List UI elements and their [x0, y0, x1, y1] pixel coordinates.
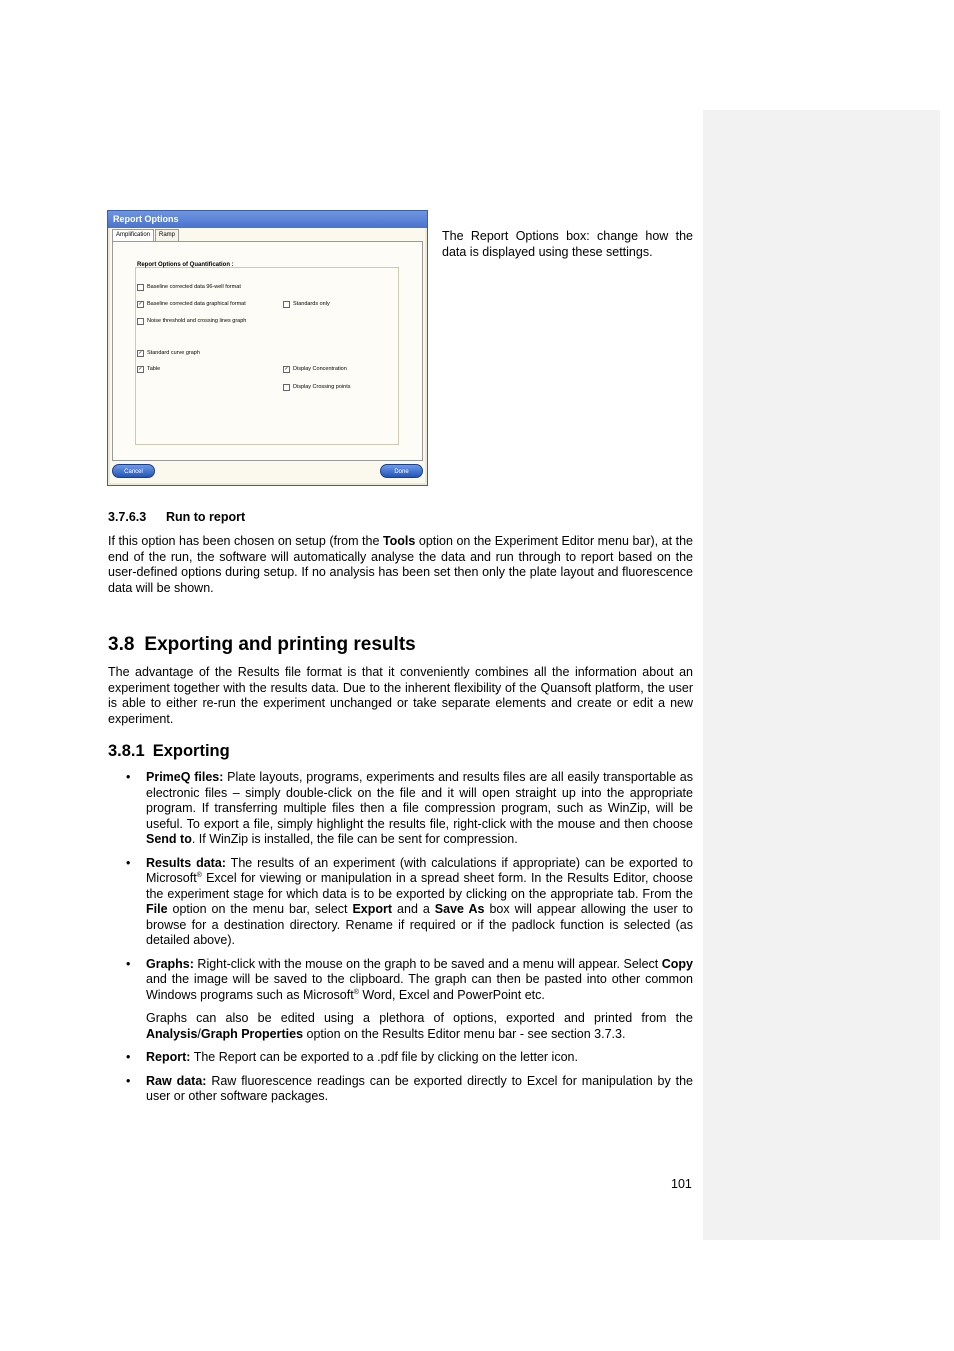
checkbox-checked[interactable]: ✓	[138, 301, 143, 307]
dialog-title: Report Options	[108, 211, 427, 228]
option-display-crossing-points[interactable]: Display Crossing points	[283, 384, 350, 391]
tab-amplification[interactable]: Amplification	[112, 229, 154, 242]
page-number: 101	[671, 1177, 692, 1191]
exporting-printing-paragraph: The advantage of the Results file format is that it conveniently combines all the information about an experiment together with the results data. Due to the inherent flexibility of the Quansoft platform, the user is able to either re-run the experiment unchanged or take separate elements and create or edit a new experiment.	[108, 665, 693, 726]
bullet: •	[126, 770, 131, 784]
bullet: •	[126, 855, 131, 870]
done-button[interactable]: Done	[380, 464, 423, 478]
bullet: •	[126, 1050, 131, 1064]
list-item-report: • Report: The Report can be exported to a .pdf file by clicking on the letter icon.	[126, 1050, 578, 1064]
option-baseline-graphical[interactable]: ✓ Baseline corrected data graphical format	[138, 301, 246, 307]
group-title: Report Options of Quantification :	[137, 262, 234, 268]
checkbox-checked[interactable]: ✓	[138, 366, 143, 372]
comment-margin	[703, 110, 940, 1240]
run-to-report-paragraph: If this option has been chosen on setup (from the Tools option on the Experiment Editor menu bar), at the end of the run, the software will automatically analyse the data and run through to report based on the user-defined options during setup. If no analysis has been set then only the plate layout and fluorescence data will be shown.	[108, 534, 693, 595]
checkbox[interactable]	[137, 284, 144, 291]
option-noise-threshold[interactable]: Noise threshold and crossing lines graph	[137, 318, 246, 325]
list-item-results-data: • Results data: The results of an experiment (with calculations if appropriate) can be exported to Microsoft® Excel for viewing or manipulation in a spread sheet form. In the Results Editor, choose the experiment stage for which data is to be exported by clicking on the appropriate tab. From the File option on the menu bar, select Export and a Save As box will appear allowing the user to browse for a destination directory. Rename if required or if the padlock function is selected (as detailed above).	[126, 855, 694, 947]
heading-exporting: 3.8.1 Exporting	[108, 742, 230, 760]
cancel-button[interactable]: Cancel	[112, 464, 155, 478]
list-item-primeq: • PrimeQ files: Plate layouts, programs, experiments and results files are all easily transportable as electronic files – simply double-click on the file and it will open straight up into the appropriate program. If transferring multiple files then a file compression program, such as WinZip, will be useful. To export a file, simply highlight the results file, right-click with the mouse and then choose Send to. If WinZip is installed, the file can be sent for compression.	[126, 770, 693, 846]
dialog-tabs	[112, 229, 180, 241]
heading-run-to-report: 3.7.6.3 Run to report	[108, 510, 246, 524]
bullet: •	[126, 956, 131, 971]
option-standard-curve[interactable]: ✓ Standard curve graph	[138, 350, 200, 356]
checkbox[interactable]	[137, 318, 144, 325]
dialog-body	[110, 228, 425, 483]
option-baseline-96well[interactable]: Baseline corrected data 96-well format	[137, 284, 241, 291]
exporting-bullet-list	[108, 770, 693, 1113]
checkbox[interactable]	[283, 301, 290, 308]
checkbox[interactable]	[283, 384, 290, 391]
report-options-dialog	[107, 210, 428, 486]
heading-exporting-printing: 3.8 Exporting and printing results	[108, 634, 416, 655]
tab-panel	[112, 241, 423, 461]
list-item-graphs: • Graphs: Right-click with the mouse on the graph to be saved and a menu will appear. Select Copy and the image will be saved to the clipboard. The graph can then be pasted into other common Windows programs such as Microsoft® Word, Excel and PowerPoint etc. Graphs can also be edited using a plethora of options, exported and printed from the Analysis/Graph Properties option on the Results Editor menu bar - see section 3.7.3.	[126, 956, 693, 1041]
figure-caption: The Report Options box: change how the data is displayed using these settings.	[442, 229, 693, 259]
tab-ramp[interactable]: Ramp	[155, 229, 179, 241]
option-table[interactable]: ✓ Table	[138, 366, 161, 372]
option-display-concentration[interactable]: ✓ Display Concentration	[284, 366, 347, 372]
option-standards-only[interactable]: Standards only	[283, 301, 330, 308]
bullet: •	[126, 1073, 131, 1088]
checkbox-checked[interactable]: ✓	[138, 350, 143, 356]
list-item-raw-data: • Raw data: Raw fluorescence readings can be exported directly to Excel for manipulation by the user or other software packages.	[126, 1073, 694, 1103]
checkbox-checked[interactable]: ✓	[284, 366, 289, 372]
